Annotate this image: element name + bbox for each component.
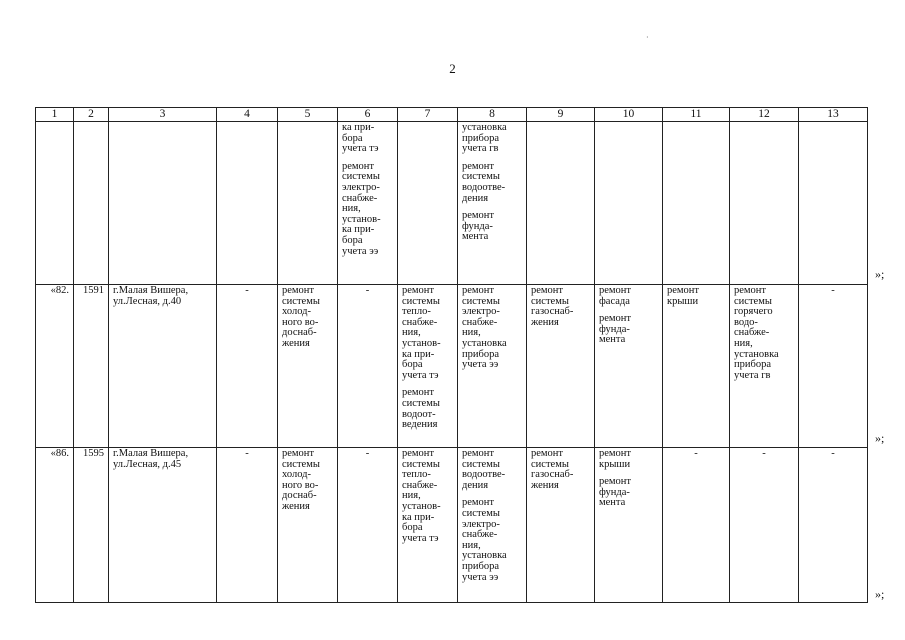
cell-text: ремонт системы электро- снабже- ния, установка прибора учета ээ	[462, 285, 507, 371]
cell-text: ремонт системы тепло- снабже- ния, установ- ка при- бора учета тэ	[402, 285, 441, 381]
cell-item-number: «82.	[36, 285, 74, 448]
cell-col9	[527, 285, 595, 448]
cell-empty	[730, 122, 799, 285]
cell-empty	[109, 122, 217, 285]
cell-text: ка при- бора учета тэ	[342, 122, 379, 155]
cell-col6: -	[338, 448, 398, 603]
cell-empty	[74, 122, 109, 285]
cell-col5	[278, 285, 338, 448]
table-row	[36, 285, 868, 448]
cell-text: ремонт фунда- мента	[599, 476, 632, 509]
cell-empty	[595, 122, 663, 285]
cell-text: ремонт системы холод- ного во- доснаб- жения	[282, 285, 320, 349]
cell-col5	[278, 448, 338, 603]
cell-empty	[278, 122, 338, 285]
column-header: 11	[663, 108, 730, 122]
cell-address: г.Малая Вишера, ул.Лесная, д.45	[109, 448, 217, 603]
cell-col10	[595, 285, 663, 448]
cell-empty	[217, 122, 278, 285]
cell-text: ремонт системы водоотве- дения	[462, 448, 506, 491]
row-end-mark: »;	[875, 587, 885, 601]
column-header: 3	[109, 108, 217, 122]
cell-col4: -	[217, 448, 278, 603]
cell-col13: -	[799, 285, 868, 448]
row-end-mark: »;	[875, 267, 885, 281]
header-row	[36, 108, 868, 122]
cell-col11: -	[663, 448, 730, 603]
cell-text: ремонт системы водоот- ведения	[402, 387, 440, 431]
cell-col12	[730, 285, 799, 448]
column-header: 7	[398, 108, 458, 122]
cell-address: г.Малая Вишера, ул.Лесная, д.40	[109, 285, 217, 448]
cell-id: 1595	[74, 448, 109, 603]
cell-empty	[663, 122, 730, 285]
cell-col10	[595, 448, 663, 603]
cell-text: установка прибора учета гв	[462, 122, 507, 155]
cell-text: ремонт системы холод- ного во- доснаб- жения	[282, 448, 320, 512]
cell-col8	[458, 285, 527, 448]
cell-text: ремонт системы тепло- снабже- ния, установ- ка при- бора учета тэ	[402, 448, 441, 544]
table-row	[36, 448, 868, 603]
cell-empty	[36, 122, 74, 285]
cell-col8	[458, 448, 527, 603]
column-header: 2	[74, 108, 109, 122]
column-header: 9	[527, 108, 595, 122]
column-header: 8	[458, 108, 527, 122]
cell-item-number: «86.	[36, 448, 74, 603]
column-header: 13	[799, 108, 868, 122]
column-header: 10	[595, 108, 663, 122]
continued-row	[36, 122, 868, 285]
cell-text: ремонт крыши	[667, 285, 700, 307]
cell-col11	[663, 285, 730, 448]
cell-empty	[398, 122, 458, 285]
cell-text: ремонт системы водоотве- дения	[462, 160, 506, 204]
cell-text: ремонт системы газоснаб- жения	[531, 448, 574, 491]
column-header: 6	[338, 108, 398, 122]
cell-text: ремонт системы горячего водо- снабже- ния, установка прибора учета гв	[734, 285, 779, 381]
column-header: 5	[278, 108, 338, 122]
cell-col13: -	[799, 448, 868, 603]
cell-empty	[527, 122, 595, 285]
speck-mark: ·	[646, 33, 649, 42]
cell-text: ремонт фунда- мента	[599, 313, 632, 346]
cell-col7	[398, 285, 458, 448]
cell-empty	[799, 122, 868, 285]
column-header: 4	[217, 108, 278, 122]
cell-col4: -	[217, 285, 278, 448]
cell-col12: -	[730, 448, 799, 603]
column-header: 12	[730, 108, 799, 122]
cell-text: ремонт системы электро- снабже- ния, установка прибора учета ээ	[462, 497, 507, 583]
cell-text: ремонт системы электро- снабже- ния, установ- ка при- бора учета ээ	[342, 160, 381, 257]
cell-text: ремонт фасада	[599, 285, 632, 307]
cell-id: 1591	[74, 285, 109, 448]
column-header: 1	[36, 108, 74, 122]
cell-text: ремонт системы газоснаб- жения	[531, 285, 574, 328]
cell-col6: -	[338, 285, 398, 448]
cell-col9	[527, 448, 595, 603]
cell-col6	[338, 122, 398, 285]
program-table	[35, 107, 868, 603]
cell-text: ремонт крыши	[599, 448, 632, 470]
row-end-mark: »;	[875, 431, 885, 445]
cell-text: ремонт фунда- мента	[462, 210, 495, 243]
cell-col7	[398, 448, 458, 603]
page-number: 2	[449, 61, 456, 76]
cell-col8	[458, 122, 527, 285]
